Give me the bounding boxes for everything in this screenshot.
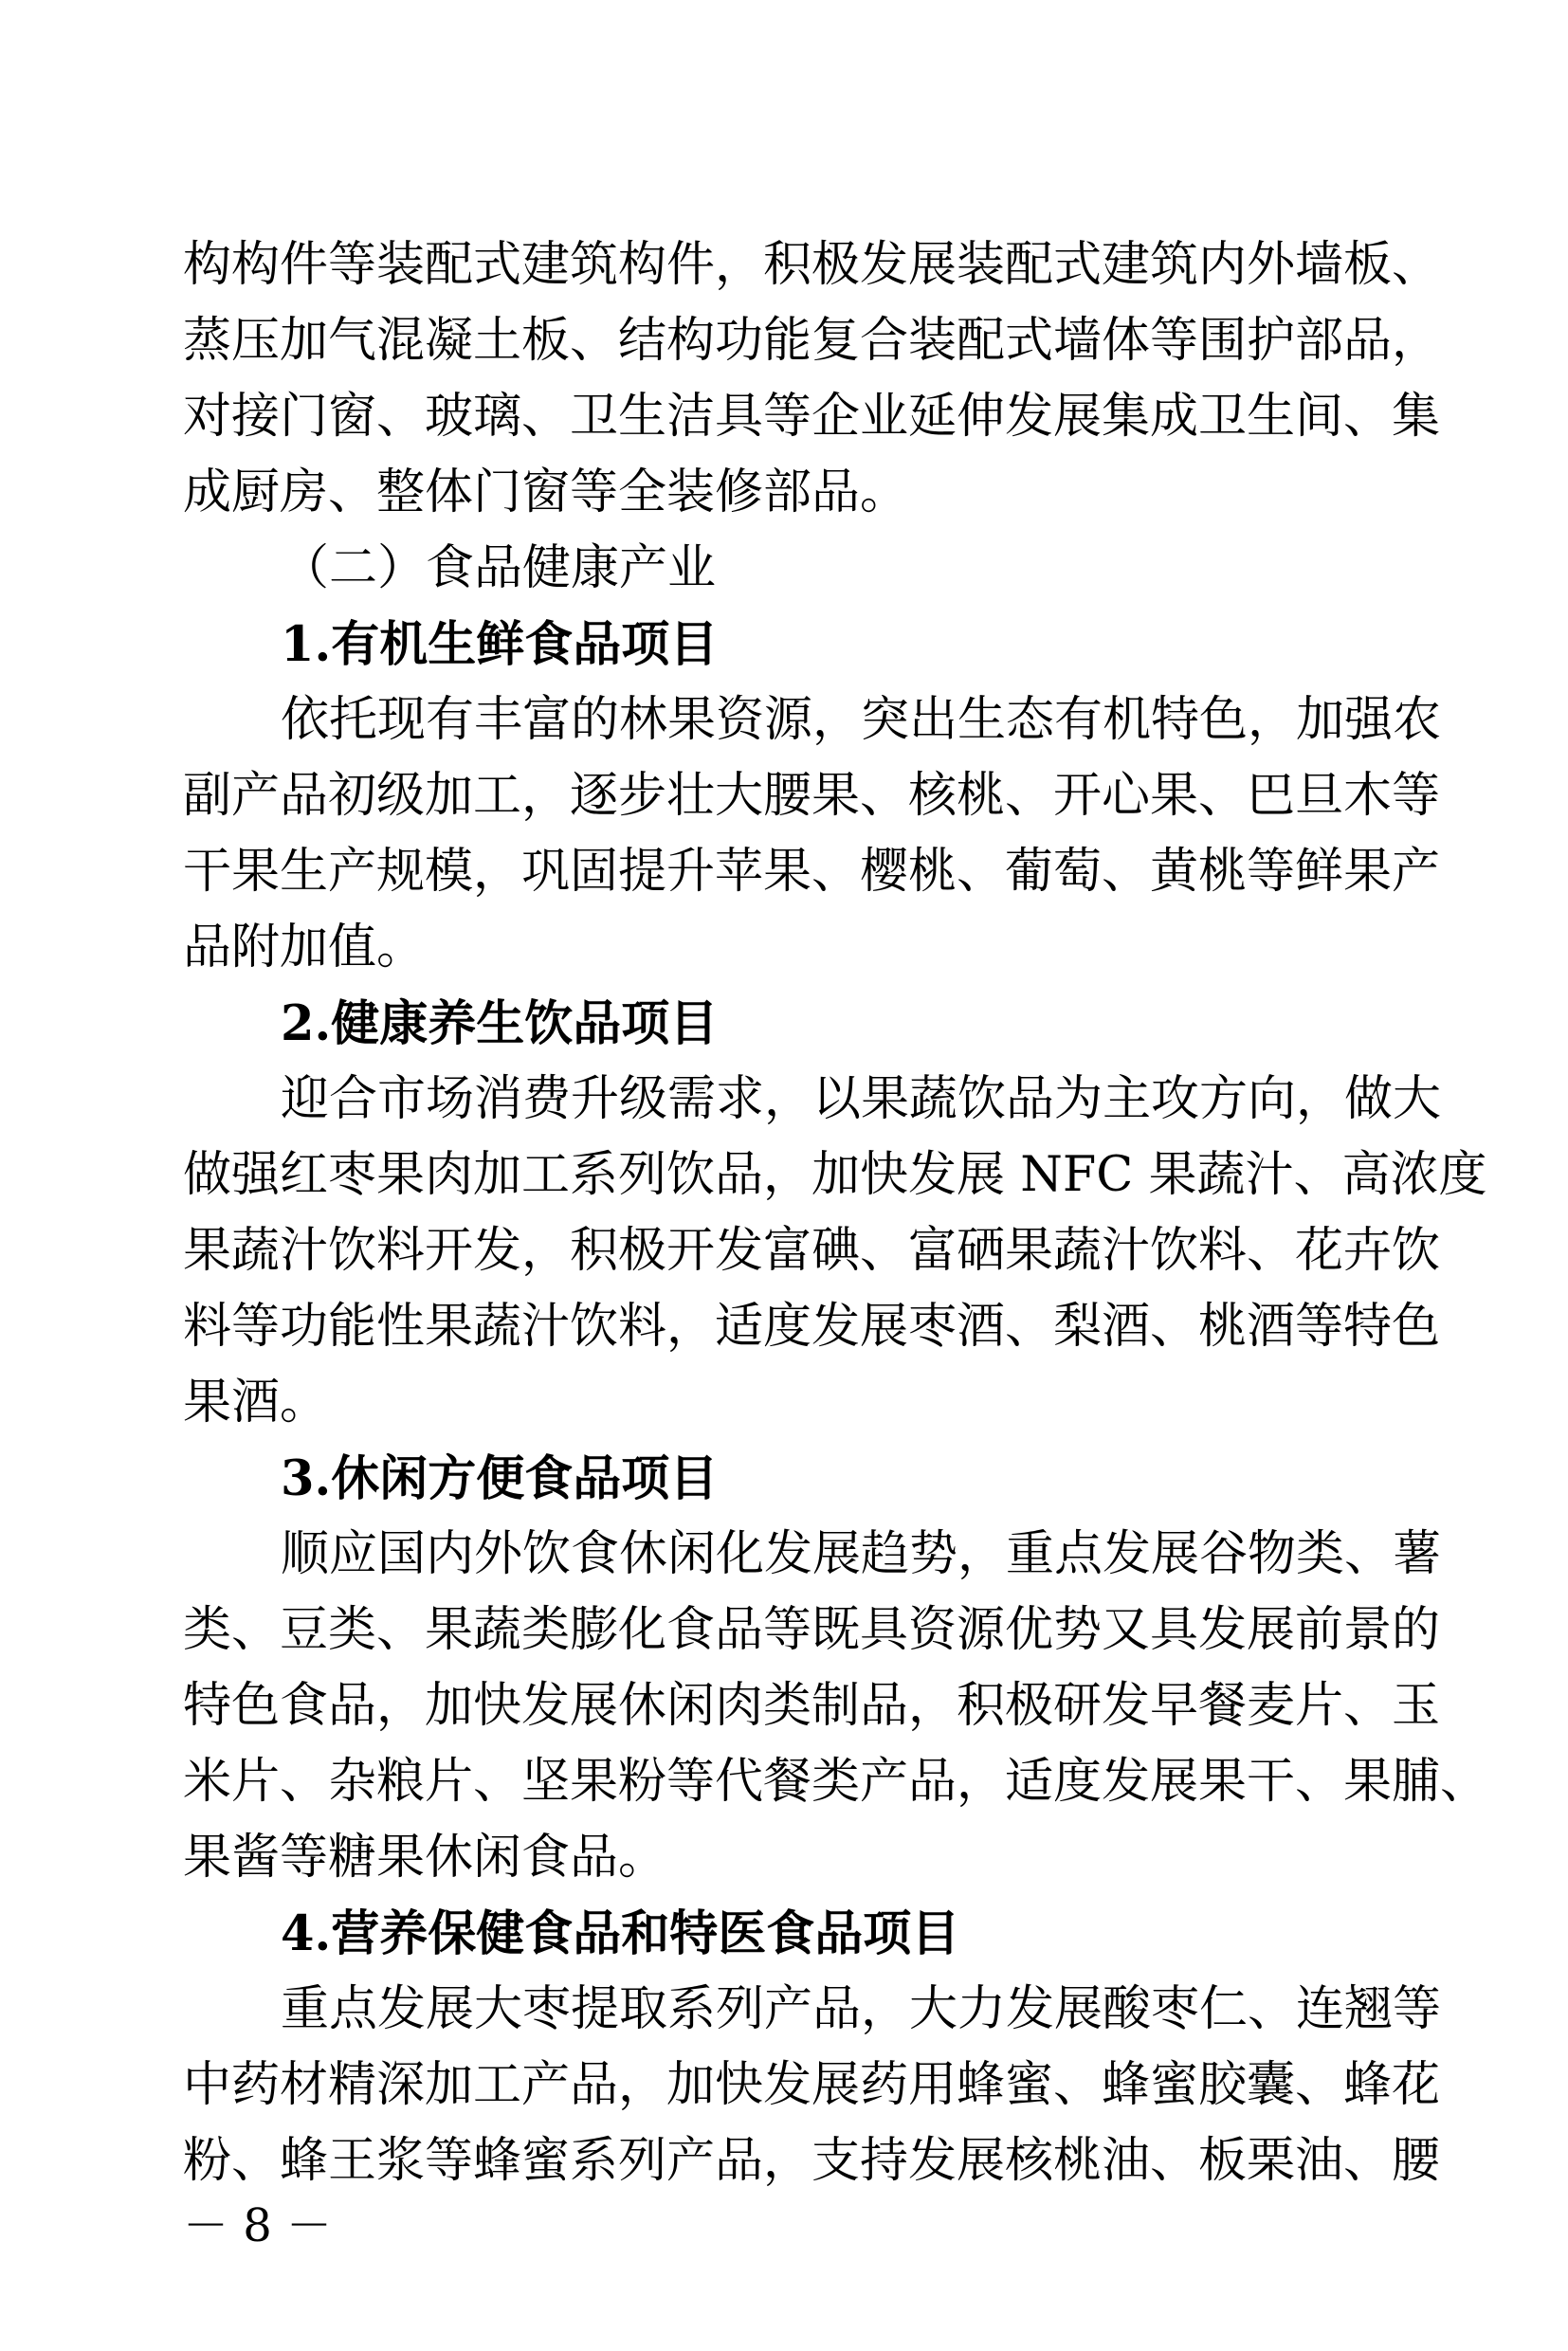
body-line: 做强红枣果肉加工系列饮品，加快发展 NFC 果蔬汁、高浓度: [183, 1147, 1487, 1203]
item-heading-1: 1.有机生鲜食品项目: [281, 616, 719, 673]
body-line: 蒸压加气混凝土板、结构功能复合装配式墙体等围护部品，: [183, 313, 1441, 369]
section-heading: （二）食品健康产业: [281, 540, 717, 596]
body-line: 果酱等糖果休闲食品。: [183, 1830, 667, 1886]
body-line: 中药材精深加工产品，加快发展药用蜂蜜、蜂蜜胶囊、蜂花: [183, 2057, 1441, 2113]
body-line: 顺应国内外饮食休闲化发展趋势，重点发展谷物类、薯: [281, 1526, 1442, 1582]
body-line: 构构件等装配式建筑构件，积极发展装配式建筑内外墙板、: [183, 237, 1441, 293]
body-line: 类、豆类、果蔬类膨化食品等既具资源优势又具发展前景的: [183, 1602, 1441, 1658]
body-line: 对接门窗、玻璃、卫生洁具等企业延伸发展集成卫生间、集: [183, 389, 1441, 445]
body-line: 重点发展大枣提取系列产品，大力发展酸枣仁、连翘等: [281, 1981, 1442, 2037]
item-heading-2: 2.健康养生饮品项目: [281, 995, 719, 1052]
page-number: － 8 －: [183, 2199, 333, 2252]
body-line: 迎合市场消费升级需求，以果蔬饮品为主攻方向，做大: [281, 1071, 1442, 1127]
body-line: 特色食品，加快发展休闲肉类制品，积极研发早餐麦片、玉: [183, 1678, 1441, 1734]
body-line: 果蔬汁饮料开发，积极开发富碘、富硒果蔬汁饮料、花卉饮: [183, 1223, 1441, 1279]
body-line: 副产品初级加工，逐步壮大腰果、核桃、开心果、巴旦木等: [183, 768, 1441, 824]
body-line: 米片、杂粮片、坚果粉等代餐类产品，适度发展果干、果脯、: [183, 1754, 1489, 1810]
body-line: 依托现有丰富的林果资源，突出生态有机特色，加强农: [281, 692, 1442, 748]
body-line: 成厨房、整体门窗等全装修部品。: [183, 465, 909, 520]
body-line: 果酒。: [183, 1375, 329, 1431]
item-heading-4: 4.营养保健食品和特医食品项目: [281, 1905, 960, 1962]
body-line: 粉、蜂王浆等蜂蜜系列产品，支持发展核桃油、板栗油、腰: [183, 2133, 1441, 2189]
body-line: 料等功能性果蔬汁饮料，适度发展枣酒、梨酒、桃酒等特色: [183, 1299, 1441, 1355]
body-line: 品附加值。: [183, 920, 426, 975]
body-line: 干果生产规模，巩固提升苹果、樱桃、葡萄、黄桃等鲜果产: [183, 844, 1441, 900]
item-heading-3: 3.休闲方便食品项目: [281, 1450, 719, 1507]
